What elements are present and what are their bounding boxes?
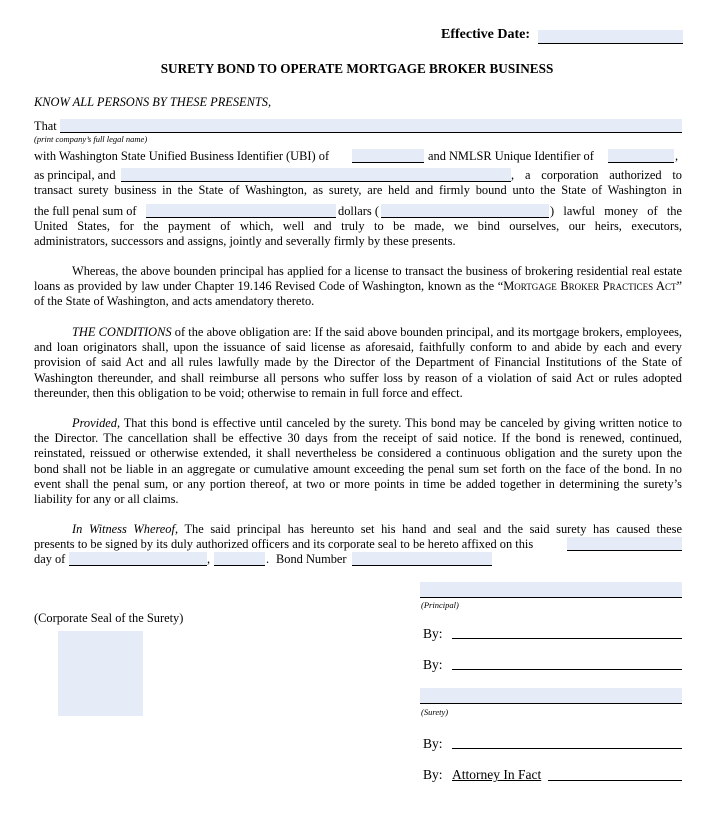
witness-line-2: presents to be signed by its duly authorized officers and its corporate seal to be hereto affixed on this (34, 537, 534, 551)
provided-paragraph: Provided, That this bond is effective until canceled by the surety. This bond may be canceled by giving written notice to the Director. The cancellation shall be effective 30 days from the receipt of said notice. If the bond is renewed, continued, reinstated, reissued or otherwise extended, it shall nevertheless be considered a continuous obligation and the surety upon the bond shall not be liable in an aggregate or cumulative amount exceeding the penal sum set forth on the face of the bond. In no event shall the penal sum, or any portion thereof, at two or more points in time be added together in determining the surety’s liability for any or all claims. (34, 416, 682, 507)
penal-sum-label: the full penal sum of (34, 204, 137, 218)
principal-label: as principal, and (34, 168, 116, 182)
principal-by-label-1: By: (423, 626, 443, 641)
surety-caption: (Surety) (421, 707, 449, 717)
principal-caption: (Principal) (421, 600, 459, 610)
penal-sum-words-field[interactable] (146, 204, 336, 218)
surety-company-field[interactable] (420, 688, 682, 704)
ubi-field[interactable] (352, 149, 424, 163)
bond-number-label: Bond Number (276, 552, 347, 566)
principal-signature-line-2[interactable] (452, 655, 682, 670)
principal-by-label-2: By: (423, 657, 443, 672)
witness-line-1: In Witness Whereof, The said principal has hereunto set his hand and seal and the said surety has caused these (72, 522, 682, 536)
witness-date-field[interactable] (567, 537, 682, 551)
year-field[interactable] (214, 552, 265, 566)
print-name-hint: (print company’s full legal name) (34, 134, 148, 144)
corp-authorized-text: , a corporation authorized to (511, 168, 682, 182)
lawful-money-label: ) lawful money of the (550, 204, 682, 218)
surety-signature-line[interactable] (452, 734, 682, 749)
corporate-seal-label: (Corporate Seal of the Surety) (34, 611, 184, 625)
bond-number-field[interactable] (352, 552, 492, 566)
attorney-in-fact-text: Attorney In Fact (452, 767, 542, 782)
month-field[interactable] (69, 552, 207, 566)
document-title: SURETY BOND TO OPERATE MORTGAGE BROKER BUSINESS (160, 61, 554, 76)
corporate-seal-box[interactable] (58, 631, 143, 716)
company-name-field[interactable] (60, 119, 682, 133)
conditions-paragraph: THE CONDITIONS of the above obligation are: If the said above bounden principal, and its mortgage brokers, employees, and loan originators shall, upon the issuance of said license as aforesaid, faithfully conform to and abide by each and every provision of said Act and all rules lawfully made by the Director of the Department of Financial Institutions of the State of Washington thereunder, and shall reimburse all persons who suffer loss by reason of a violation of said Act or rules adopted thereunder, then this obligation to be void; otherwise to remain in full force and effect. (34, 325, 682, 400)
effective-date-label: Effective Date: (441, 27, 531, 42)
penal-sum-amount-field[interactable] (381, 204, 549, 218)
principal-name-field[interactable] (420, 582, 682, 598)
nmlsr-label: and NMLSR Unique Identifier of (428, 149, 594, 163)
surety-by-label-2: By: (423, 767, 443, 782)
united-states-line: United States, for the payment of which, well and truly to be made, we bind ourselves, our heirs, executors, (34, 219, 682, 233)
surety-by-label-1: By: (423, 736, 443, 751)
intro-text: KNOW ALL PERSONS BY THESE PRESENTS, (34, 95, 272, 109)
dollars-label: dollars ( (338, 204, 379, 218)
that-label: That (34, 119, 57, 133)
day-of-label: day of (34, 552, 66, 566)
nmlsr-field[interactable] (608, 149, 674, 163)
transact-line: transact surety business in the State of Washington, as surety, are held and firmly bound unto the State of Washington in (34, 183, 682, 197)
whereas-paragraph: Whereas, the above bounden principal has applied for a license to transact the business of brokering residential real estate loans as provided by law under Chapter 19.146 Revised Code of Washington, known as the “Mortgage Broker Practices Act” of the State of Washington, and acts amendatory thereto. (34, 264, 682, 309)
principal-signature-line-1[interactable] (452, 624, 682, 639)
attorney-in-fact-line[interactable] (548, 766, 682, 781)
administrators-line: administrators, successors and assigns, jointly and severally firmly by these presents. (34, 234, 456, 248)
effective-date-field[interactable] (538, 30, 683, 44)
ubi-label: with Washington State Unified Business Identifier (UBI) of (34, 149, 330, 163)
surety-name-field[interactable] (121, 168, 511, 182)
